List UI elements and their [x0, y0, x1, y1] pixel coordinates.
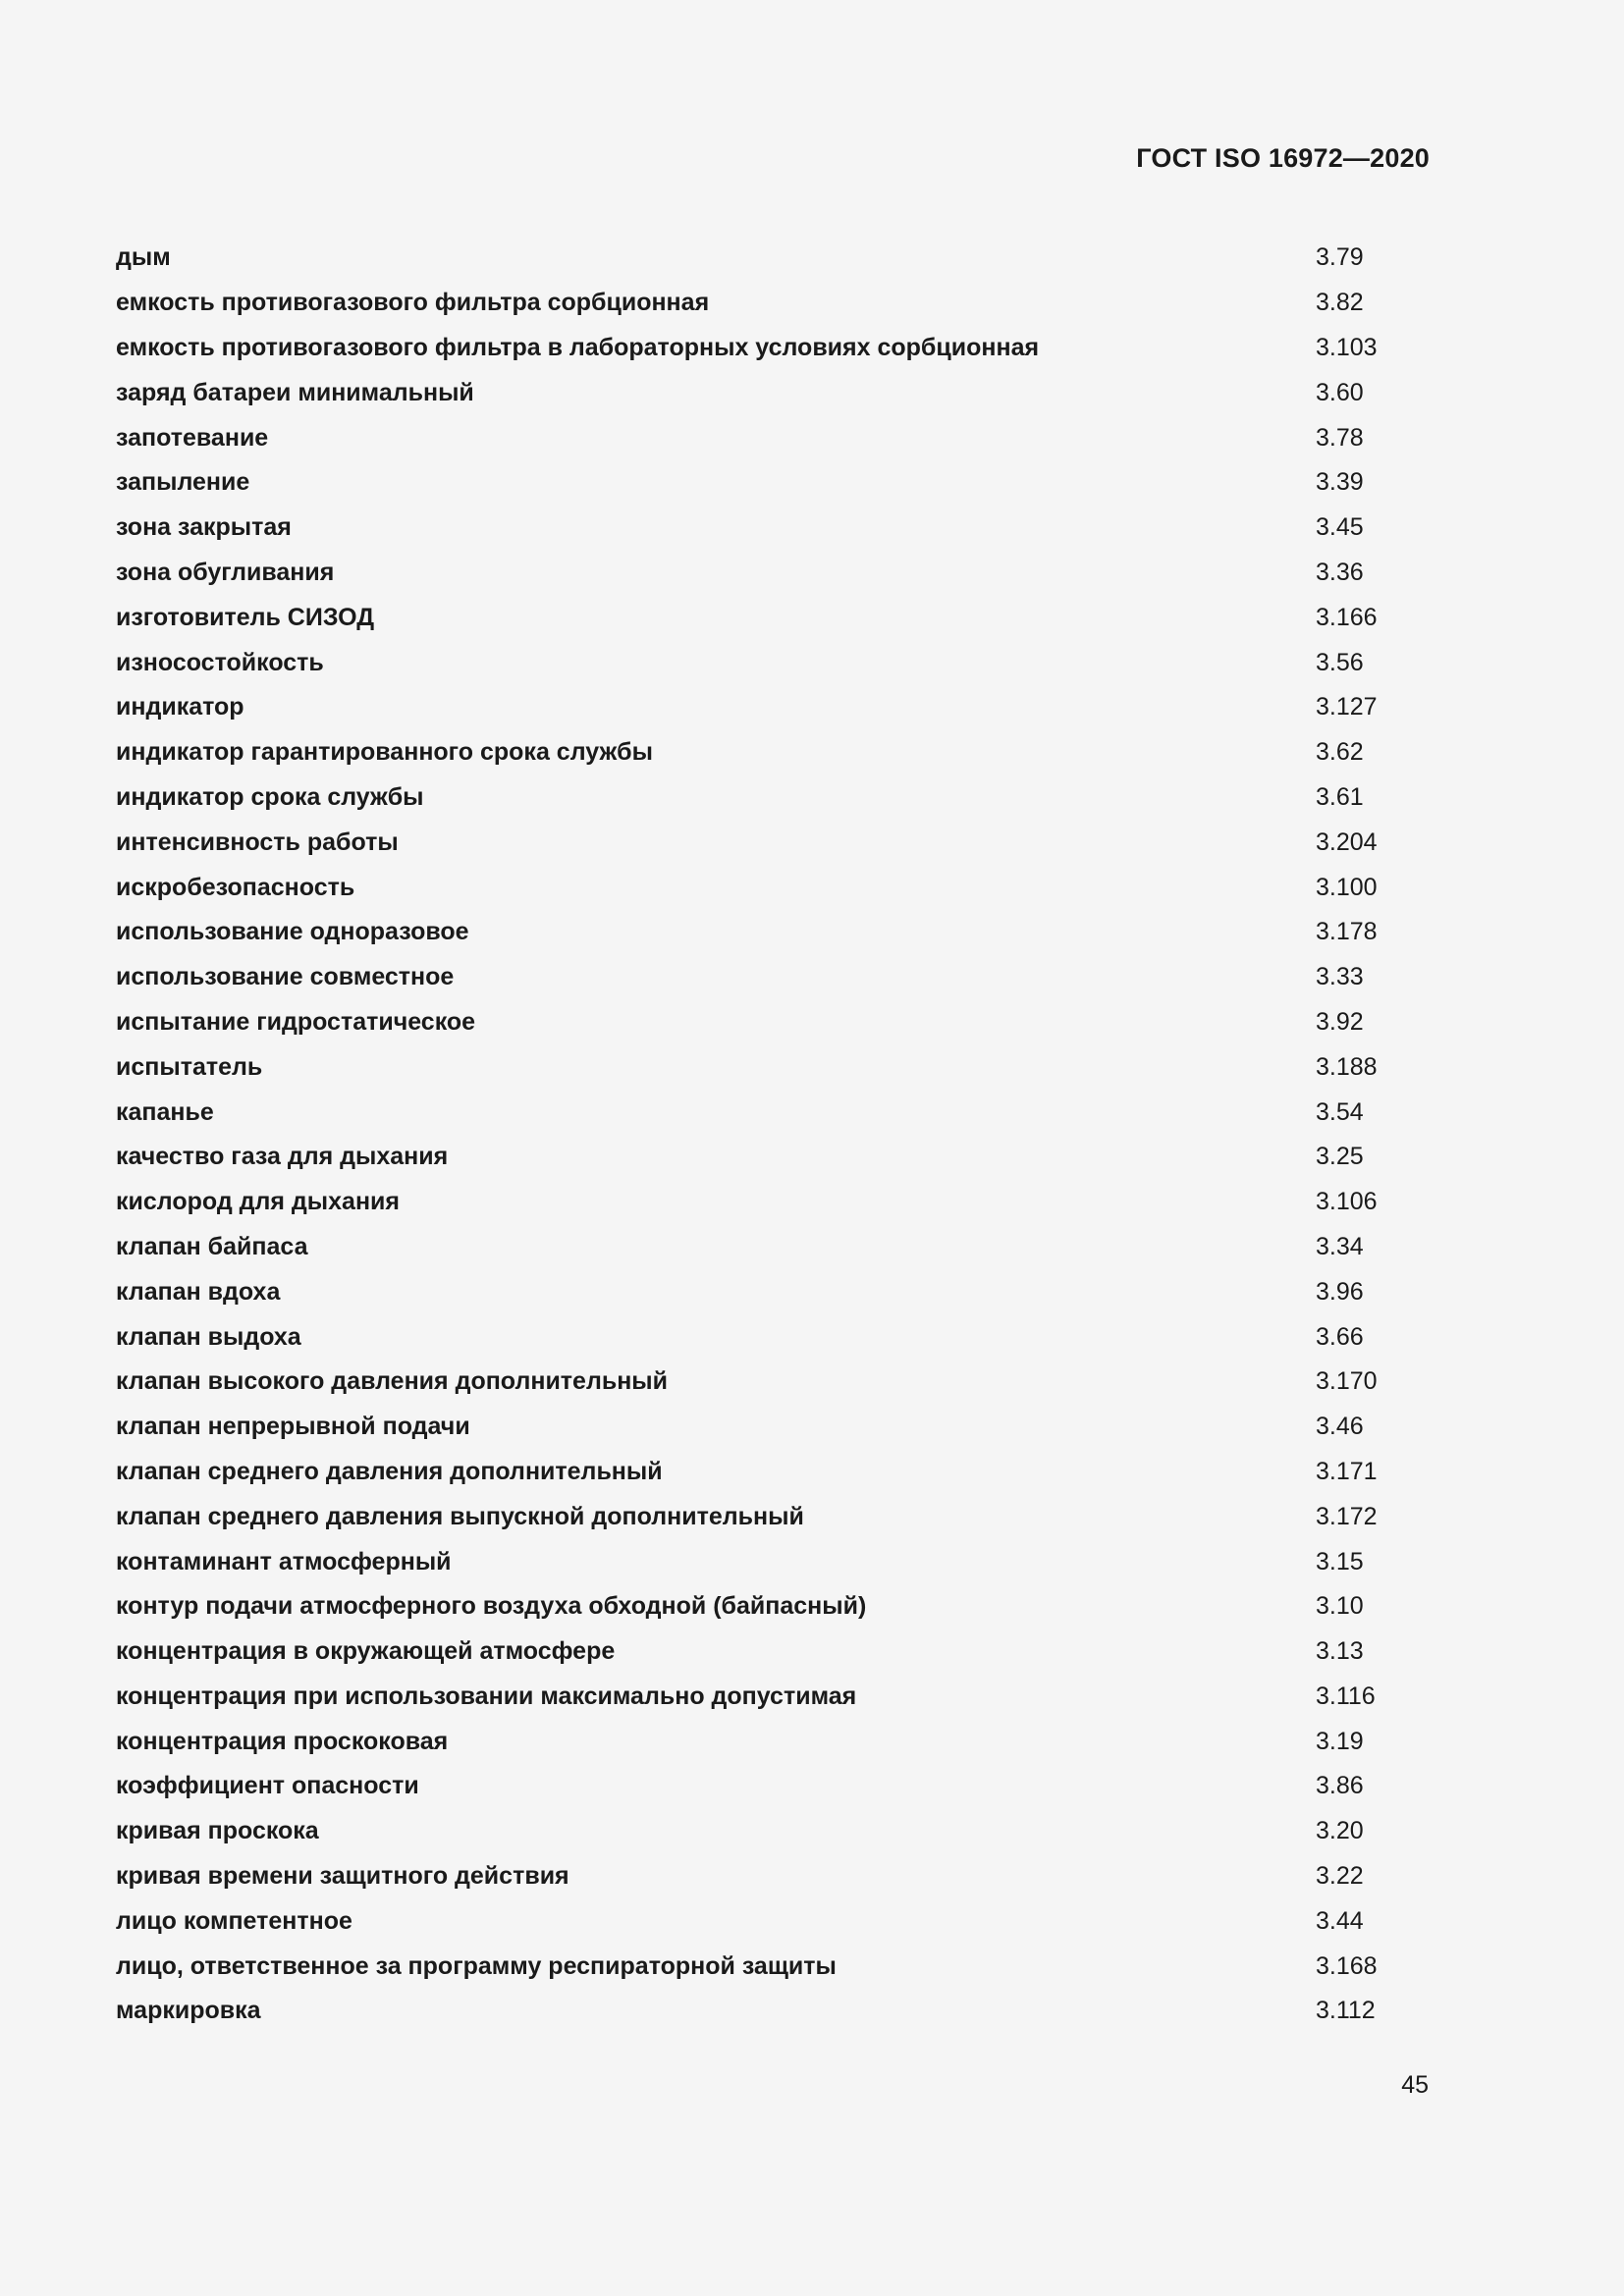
index-entry	[116, 551, 1432, 596]
index-term: емкость противогазового фильтра в лабораторных условиях сорбционная	[116, 333, 1040, 361]
index-entry	[116, 460, 1432, 506]
index-entry	[116, 370, 1432, 415]
index-entry	[116, 865, 1432, 910]
index-term: клапан высокого давления дополнительный	[116, 1367, 669, 1396]
index-entry	[116, 1269, 1432, 1314]
index-term: концентрация при использовании максимально допустимая	[116, 1682, 857, 1710]
index-entry	[116, 1854, 1432, 1899]
index-entry	[116, 685, 1432, 730]
index-term: клапан байпаса	[116, 1232, 308, 1260]
index-reference: 3.66	[1316, 1322, 1364, 1351]
index-reference: 3.34	[1316, 1232, 1364, 1260]
index-entry	[116, 1629, 1432, 1675]
index-term: запыление	[116, 468, 250, 497]
index-term: испытание гидростатическое	[116, 1007, 476, 1036]
index-entry	[116, 955, 1432, 1000]
index-reference: 3.112	[1316, 1997, 1376, 2025]
index-entry	[116, 1584, 1432, 1629]
index-term: зона обугливания	[116, 558, 335, 586]
index-reference: 3.204	[1316, 828, 1378, 856]
index-term: концентрация в окружающей атмосфере	[116, 1637, 616, 1666]
index-reference: 3.79	[1316, 243, 1364, 272]
index-reference: 3.78	[1316, 423, 1364, 452]
index-term: кислород для дыхания	[116, 1188, 401, 1216]
index-term: изготовитель СИЗОД	[116, 603, 375, 631]
index-entry	[116, 506, 1432, 551]
index-term: капанье	[116, 1097, 214, 1126]
index-reference: 3.13	[1316, 1637, 1364, 1666]
index-term: клапан среднего давления выпускной дополнительный	[116, 1502, 804, 1530]
index-reference: 3.178	[1316, 918, 1378, 946]
index-reference: 3.103	[1316, 333, 1378, 361]
index-term: испытатель	[116, 1052, 263, 1081]
index-reference: 3.127	[1316, 693, 1378, 721]
index-reference: 3.100	[1316, 873, 1378, 901]
index-entry	[116, 1360, 1432, 1405]
index-term: кривая проскока	[116, 1817, 319, 1845]
index-term: клапан непрерывной подачи	[116, 1413, 470, 1441]
index-reference: 3.92	[1316, 1007, 1364, 1036]
index-entry	[116, 1989, 1432, 2034]
index-reference: 3.10	[1316, 1592, 1364, 1621]
index-reference: 3.22	[1316, 1862, 1364, 1891]
index-reference: 3.56	[1316, 648, 1364, 676]
index-entry	[116, 1405, 1432, 1450]
index-entry	[116, 236, 1432, 281]
index-term: индикатор	[116, 693, 244, 721]
index-entry	[116, 1809, 1432, 1854]
index-term: концентрация проскоковая	[116, 1727, 449, 1755]
index-entry	[116, 1225, 1432, 1270]
index-entry	[116, 775, 1432, 821]
index-entry	[116, 326, 1432, 371]
index-entry	[116, 1494, 1432, 1539]
index-reference: 3.166	[1316, 603, 1378, 631]
index-reference: 3.106	[1316, 1188, 1378, 1216]
index-reference: 3.54	[1316, 1097, 1364, 1126]
index-term: клапан вдоха	[116, 1277, 281, 1306]
page-number: 45	[1401, 2071, 1429, 2099]
index-entry	[116, 415, 1432, 460]
index-entry	[116, 1314, 1432, 1360]
index-term: емкость противогазового фильтра сорбционная	[116, 289, 710, 317]
document-header: ГОСТ ISO 16972—2020	[1136, 143, 1430, 173]
index-reference: 3.20	[1316, 1817, 1364, 1845]
index-term: интенсивность работы	[116, 828, 399, 856]
index-term: лицо, ответственное за программу респираторной защиты	[116, 1951, 837, 1980]
term-index-list	[116, 236, 1432, 2034]
index-reference: 3.15	[1316, 1547, 1364, 1575]
index-reference: 3.44	[1316, 1906, 1364, 1935]
index-entry	[116, 1000, 1432, 1045]
index-reference: 3.170	[1316, 1367, 1378, 1396]
index-term: кривая времени защитного действия	[116, 1862, 569, 1891]
index-term: заряд батареи минимальный	[116, 378, 474, 406]
index-entry	[116, 1764, 1432, 1809]
index-reference: 3.61	[1316, 782, 1364, 811]
index-reference: 3.171	[1316, 1457, 1378, 1485]
index-reference: 3.86	[1316, 1772, 1364, 1800]
index-term: качество газа для дыхания	[116, 1143, 449, 1171]
index-term: износостойкость	[116, 648, 324, 676]
index-reference: 3.188	[1316, 1052, 1378, 1081]
index-entry	[116, 1675, 1432, 1720]
index-entry	[116, 1044, 1432, 1090]
index-term: зона закрытая	[116, 513, 292, 542]
index-term: маркировка	[116, 1997, 261, 2025]
index-term: контур подачи атмосферного воздуха обходной (байпасный)	[116, 1592, 867, 1621]
index-entry	[116, 910, 1432, 955]
index-reference: 3.116	[1316, 1682, 1376, 1710]
index-term: лицо компетентное	[116, 1906, 352, 1935]
index-entry	[116, 1090, 1432, 1135]
index-entry	[116, 1135, 1432, 1180]
index-reference: 3.96	[1316, 1277, 1364, 1306]
index-term: клапан среднего давления дополнительный	[116, 1457, 663, 1485]
index-entry	[116, 1719, 1432, 1764]
index-term: коэффициент опасности	[116, 1772, 419, 1800]
index-reference: 3.172	[1316, 1502, 1378, 1530]
index-reference: 3.168	[1316, 1951, 1378, 1980]
index-entry	[116, 640, 1432, 685]
index-reference: 3.39	[1316, 468, 1364, 497]
index-entry	[116, 1180, 1432, 1225]
index-entry	[116, 820, 1432, 865]
index-entry	[116, 281, 1432, 326]
index-term: использование совместное	[116, 963, 455, 991]
index-reference: 3.33	[1316, 963, 1364, 991]
index-reference: 3.46	[1316, 1413, 1364, 1441]
index-entry	[116, 1898, 1432, 1944]
index-term: индикатор гарантированного срока службы	[116, 738, 653, 767]
index-reference: 3.36	[1316, 558, 1364, 586]
index-term: запотевание	[116, 423, 269, 452]
index-reference: 3.82	[1316, 289, 1364, 317]
index-reference: 3.60	[1316, 378, 1364, 406]
index-reference: 3.62	[1316, 738, 1364, 767]
index-reference: 3.19	[1316, 1727, 1364, 1755]
index-entry	[116, 1539, 1432, 1584]
index-reference: 3.45	[1316, 513, 1364, 542]
index-term: индикатор срока службы	[116, 782, 424, 811]
index-entry	[116, 730, 1432, 775]
index-entry	[116, 1944, 1432, 1989]
index-term: контаминант атмосферный	[116, 1547, 452, 1575]
index-term: использование одноразовое	[116, 918, 469, 946]
index-entry	[116, 595, 1432, 640]
index-term: клапан выдоха	[116, 1322, 301, 1351]
index-entry	[116, 1450, 1432, 1495]
index-reference: 3.25	[1316, 1143, 1364, 1171]
index-term: искробезопасность	[116, 873, 355, 901]
index-term: дым	[116, 243, 171, 272]
